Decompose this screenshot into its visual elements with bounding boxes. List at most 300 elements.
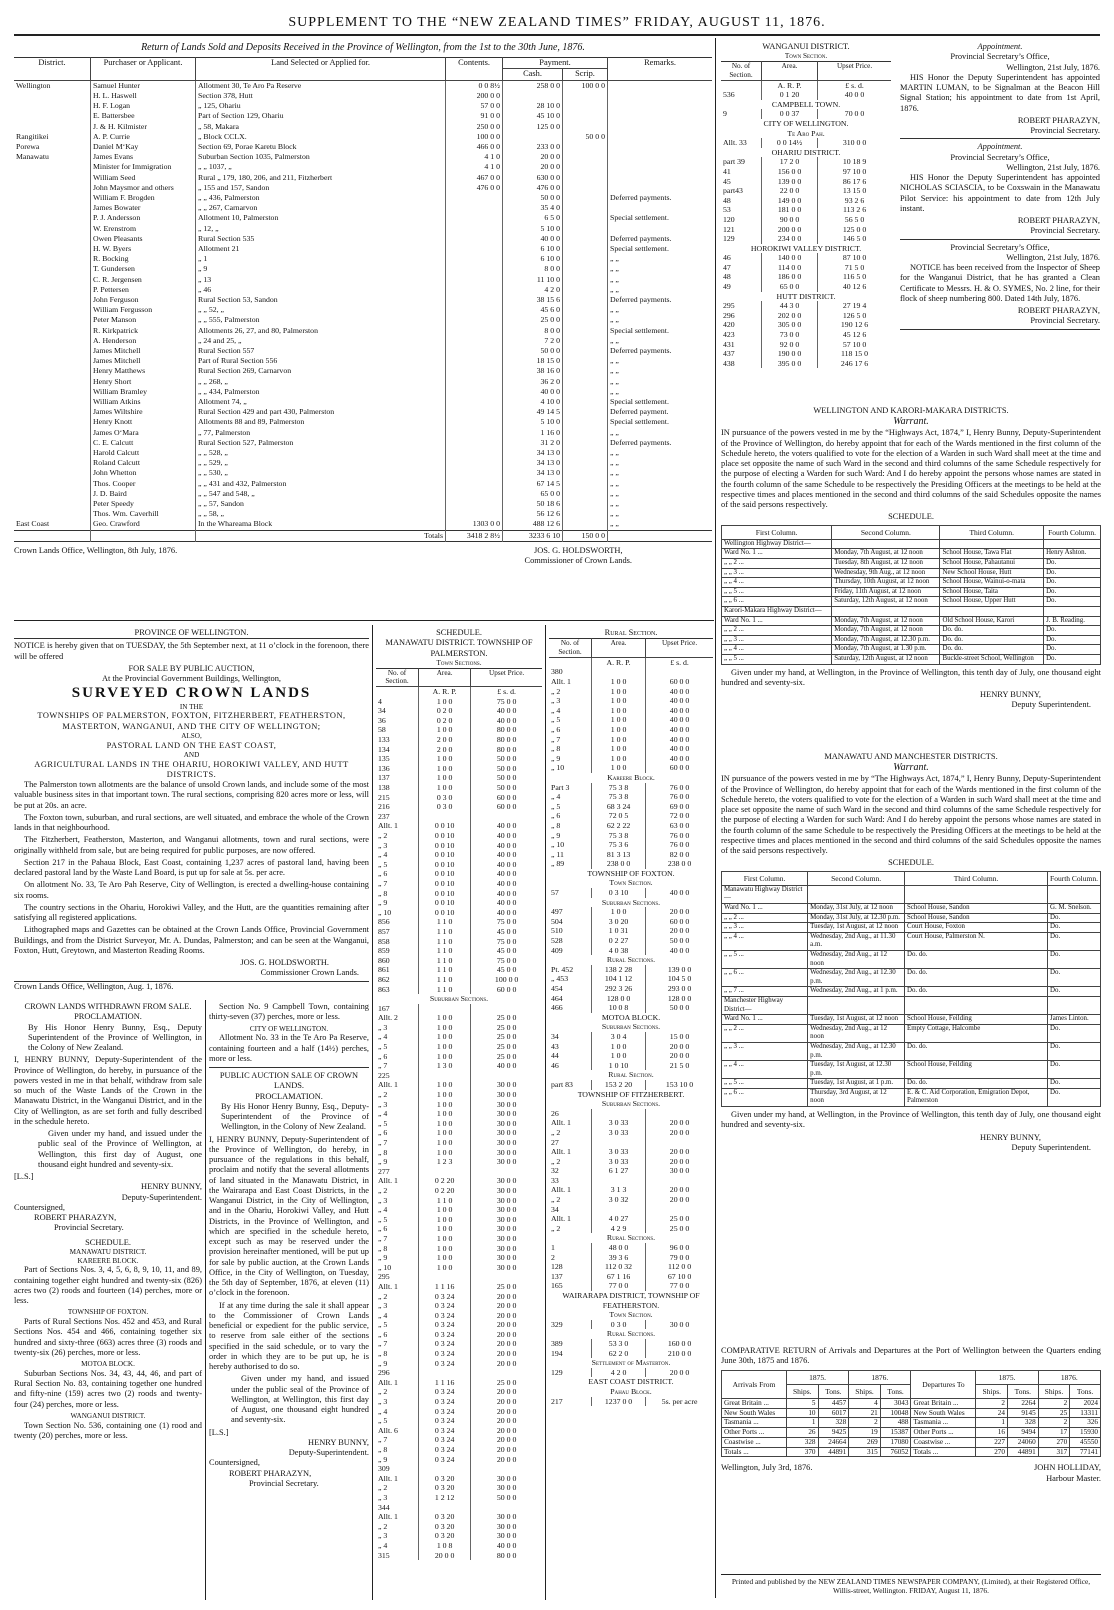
table-row	[376, 1311, 542, 1321]
table-cell	[14, 173, 91, 183]
comparative-cell: 26	[787, 1428, 819, 1438]
table-cell: 40 0 0	[471, 860, 542, 870]
table-cell: 34	[551, 1204, 559, 1214]
table-cell: Part of Rural Section 556	[196, 356, 446, 366]
schedule-row	[722, 568, 1101, 578]
table-cell	[14, 489, 91, 499]
table-cell	[446, 356, 503, 366]
table-cell: In the Whareama Block	[196, 519, 446, 530]
table-row	[549, 754, 713, 764]
table-cell: 2	[551, 1252, 555, 1262]
table-row	[14, 417, 712, 427]
table-row	[549, 792, 713, 802]
schedule-cell: Thursday, 3rd August, at 12 noon	[808, 1088, 905, 1106]
table-cell: 8 0 0	[503, 326, 563, 336]
table-cell: 25 0 0	[471, 1378, 542, 1388]
table-cell	[563, 91, 608, 101]
table-cell	[14, 193, 91, 203]
table-cell: 0 3 24	[419, 1416, 471, 1426]
table-cell: 100 0 0	[446, 132, 503, 142]
withdrawn-title: CROWN LANDS WITHDRAWN FROM SALE.	[24, 1002, 192, 1011]
schedule-row	[722, 923, 1101, 933]
table-row	[549, 1109, 713, 1119]
manawatu-given: Given under my hand, at Wellington, in the Province of Wellington, this tenth day of July, one thousand eight hundred and seventy-six.	[721, 1110, 1101, 1130]
table-cell: „ 453	[551, 974, 569, 984]
table-cell: 60 0 0	[471, 793, 542, 803]
table-cell: 1 0 0	[419, 1032, 471, 1042]
table-cell: 0 3 10	[592, 888, 646, 898]
table-cell: Manawatu	[16, 152, 49, 162]
comparative-row	[722, 1408, 1101, 1418]
comparative-title: COMPARATIVE RETURN of Arrivals and Departures at the Port of Wellington between the Quarters ending June 30th, 1875 and 1876.	[721, 1346, 1101, 1366]
table-cell	[563, 366, 608, 376]
table-cell	[592, 1205, 646, 1215]
schedule-cell: „ „ 2 ...	[722, 913, 808, 923]
table-row	[14, 336, 712, 346]
table-cell: 75 3 8	[592, 783, 646, 793]
schedule-cell: School House, Wainui-o-mata	[940, 578, 1044, 588]
table-cell: 20 0 0	[646, 1368, 713, 1378]
manawatu-body: IN pursuance of the powers vested in me by “The Highways Act, 1874,” I, Henry Bunny, Deputy-Superintendent of the Province of Wellington, do hereby appoint that for each of the Wards mentioned in the first column of the Schedule hereto, the voters qualified to vote for the election of a Warden in such Ward shall meet at the time and place set opposite the name of such Ward in the second and third columns of the same Schedule respectively for the purpose of electing a Warden for such Ward: And I do hereby appoint the persons whose names are stated in the fourth column of the same Schedule to be respectively the Presiding Officers at the meetings to be held at the respective times and places mentioned in the second and third columns of the said Schedules opposite the names of the said persons respectively.	[721, 774, 1101, 856]
table-cell	[563, 142, 608, 152]
table-cell	[471, 1503, 542, 1513]
table-cell: 20 0 0	[471, 1330, 542, 1340]
section-heading-row	[549, 1233, 713, 1243]
withdrawn-section	[14, 1002, 202, 1600]
schedule-row	[722, 932, 1101, 950]
table-cell: 40 0 0	[471, 831, 542, 841]
table-cell: 1 1 0	[419, 1196, 471, 1206]
section-heading: CAMPBELL TOWN.	[771, 99, 841, 109]
units: £ s. d.	[818, 80, 891, 90]
table-cell: 30 0 0	[471, 1253, 542, 1263]
schedule-cell: Do.	[1048, 932, 1101, 950]
table-cell: „ 3	[378, 1301, 388, 1311]
comparative-cell: 21	[849, 1408, 881, 1418]
table-cell: Deferred payment.	[608, 407, 713, 417]
table-cell: James Bowater	[91, 203, 196, 213]
table-cell: „ „	[608, 489, 713, 499]
table-cell: 1 0 0	[419, 1205, 471, 1215]
table-cell: Wellington	[16, 80, 51, 90]
table-row	[376, 1483, 542, 1493]
table-cell: 138 2 28	[592, 965, 646, 975]
table-cell: 4	[378, 696, 382, 706]
table-row	[376, 841, 542, 851]
table-cell: 26	[551, 1108, 559, 1118]
table-row	[376, 917, 542, 927]
auction-paragraph: The Palmerston town allotments are the balance of unsold Crown lands, and include some of the most valuable business sites in that important town. The rural sections, comprising 820 acres more or less, will be put at 20s. an acre.	[14, 780, 369, 810]
table-cell: 11 10 0	[503, 275, 563, 285]
table-cell: 138	[378, 783, 390, 793]
table-cell	[446, 407, 503, 417]
table-cell	[14, 275, 91, 285]
table-cell: Allt. 1	[378, 1281, 398, 1291]
table-row	[14, 183, 712, 193]
table-cell: 96 0 0	[646, 1243, 713, 1253]
section-heading: HOROKIWI VALLEY DISTRICT.	[750, 243, 862, 253]
table-cell: 40 0 0	[471, 898, 542, 908]
table-row	[376, 860, 542, 870]
schedule-row	[722, 635, 1101, 645]
auction-sign: JOS. G. HOLDSWORTH.	[240, 958, 329, 968]
table-cell: „ 46	[196, 285, 446, 295]
table-row	[376, 1032, 542, 1042]
table-row	[721, 349, 891, 359]
table-row	[14, 305, 712, 315]
table-cell	[471, 1464, 542, 1474]
table-cell: 118 15 0	[818, 349, 891, 359]
table-cell: „ 6	[551, 724, 561, 734]
schedule-row	[722, 616, 1101, 626]
table-row	[376, 773, 542, 783]
table-cell: „ „ 530, „	[196, 468, 446, 478]
withdrawn-motoa: MOTOA BLOCK.	[81, 1360, 135, 1369]
comparative-row	[722, 1418, 1101, 1428]
table-cell: 1 1 0	[419, 956, 471, 966]
table-cell	[563, 224, 608, 234]
table-cell: „ „	[608, 377, 713, 387]
schedule-cell: Karori-Makara Highway District—	[722, 606, 832, 616]
table-cell: 0 3 24	[419, 1311, 471, 1321]
table-cell: Rural Section 429 and part 430, Palmerston	[196, 407, 446, 417]
table-cell: 0 0 10	[419, 850, 471, 860]
table-cell: „ 4	[551, 705, 561, 715]
schedule-cell: „ „ 6 ...	[722, 969, 808, 987]
table-cell: 510	[551, 926, 563, 936]
schedule-row	[722, 1042, 1101, 1060]
table-cell: 296	[723, 310, 735, 320]
table-cell: J. & H. Kilmister	[91, 122, 196, 132]
table-cell: 329	[551, 1319, 563, 1329]
table-cell: 0 0 8½	[446, 80, 503, 91]
table-cell: 40 0 0	[471, 869, 542, 879]
schedule-cell: Ward No. 1 ...	[722, 616, 832, 626]
schedule-row	[722, 950, 1101, 968]
table-cell: 45 10 0	[503, 111, 563, 121]
table-cell: 1 0 0	[419, 1263, 471, 1273]
table-cell: 0 3 20	[419, 1474, 471, 1484]
table-cell: 476 0 0	[503, 183, 563, 193]
table-cell	[563, 448, 608, 458]
schedule-cell: „ „ 3 ...	[722, 923, 808, 933]
table-cell: 862	[378, 974, 390, 984]
table-cell: 225	[378, 1070, 390, 1080]
karori-sign: HENRY BUNNY,	[980, 690, 1041, 700]
comparative-cell: 17080	[880, 1437, 911, 1447]
karori-schedule-title: SCHEDULE.	[888, 512, 934, 522]
section-heading: MOTOA BLOCK.	[601, 1012, 661, 1022]
table-row	[549, 706, 713, 716]
table-row	[376, 1397, 542, 1407]
col-remarks: Remarks.	[644, 58, 676, 68]
table-cell: 57 10 0	[818, 340, 891, 350]
withdrawn-wanganui: WANGANUI DISTRICT.	[70, 1411, 146, 1420]
table-cell: Owen Pleasants	[91, 234, 196, 244]
table-cell: 1 0 0	[419, 1138, 471, 1148]
table-row	[376, 764, 542, 774]
manawatu-warrant	[721, 752, 1101, 1152]
table-cell: 67 1 16	[592, 1272, 646, 1282]
table-cell	[14, 305, 91, 315]
comparative-cell: 328	[818, 1418, 849, 1428]
table-row	[721, 234, 891, 244]
table-cell: 0 2 0	[419, 706, 471, 716]
table-cell: 0 1 20	[762, 90, 818, 100]
table-row	[549, 1224, 713, 1234]
table-cell: 40 0 0	[646, 706, 713, 716]
auction-in-the: IN THE	[179, 702, 204, 711]
table-cell	[14, 203, 91, 213]
table-row	[14, 315, 712, 325]
schedule-cell	[832, 606, 940, 616]
table-row	[376, 1128, 542, 1138]
table-row	[376, 1100, 542, 1110]
table-cell: 62 2 22	[592, 821, 646, 831]
table-cell: 30 0 0	[471, 1522, 542, 1532]
table-cell: 30 0 0	[471, 1090, 542, 1100]
schedule-cell: Empty Cottage, Halcombe	[904, 1024, 1047, 1042]
table-cell	[14, 438, 91, 448]
table-cell: 1 16 0	[503, 428, 563, 438]
table-cell: 856	[378, 917, 390, 927]
table-cell: 44 3 0	[762, 301, 818, 311]
table-cell: 210 0 0	[646, 1349, 713, 1359]
table-cell: 4 2 0	[503, 285, 563, 295]
table-cell: 46	[723, 253, 731, 263]
table-cell: 18 15 0	[503, 356, 563, 366]
comparative-cell: 17	[1038, 1428, 1070, 1438]
table-cell: 75 0 0	[471, 937, 542, 947]
table-cell: „ „	[608, 448, 713, 458]
table-cell	[446, 509, 503, 519]
table-cell: P. Pettersen	[91, 285, 196, 295]
table-cell	[446, 234, 503, 244]
table-cell: 234 0 0	[762, 234, 818, 244]
table-cell	[608, 132, 713, 142]
table-cell: 40 0 0	[646, 725, 713, 735]
table-cell: 153 10 0	[646, 1080, 713, 1090]
table-cell: „ 7	[551, 734, 561, 744]
table-cell: 49 14 5	[503, 407, 563, 417]
table-row	[549, 1042, 713, 1052]
table-cell	[563, 162, 608, 172]
table-cell: „ 7	[378, 1435, 388, 1445]
pa-body2: If at any time during the sale it shall appear to the Commissioner of Crown Lands beneficial or expedient for the public service, to reserve from sale either of the sections specified in the said schedule, or to vary the order in which they are to be put up, he is hereby authorised to do so.	[209, 1300, 369, 1372]
schedule-cell: School House, Upper Hutt	[940, 597, 1044, 607]
table-cell	[563, 203, 608, 213]
table-cell: „ 24 and 25, „	[196, 336, 446, 346]
table-row	[14, 438, 712, 448]
table-cell	[563, 387, 608, 397]
table-cell: Samuel Hunter	[91, 80, 196, 91]
section-heading-row	[549, 1099, 713, 1109]
schedule-cell: Monday, 7th August, at 12.30 p.m.	[832, 635, 940, 645]
section-heading: Kareere Block.	[607, 772, 655, 782]
auction-sign-title: Commissioner Crown Lands.	[260, 968, 359, 978]
schedule-col-header: First Column.	[722, 525, 832, 539]
table-cell: 1 1 16	[419, 1282, 471, 1292]
table-cell: 258 0 0	[503, 80, 563, 91]
comparative-sign-title: Harbour Master.	[1046, 1473, 1101, 1483]
table-cell: 112 0 32	[592, 1262, 646, 1272]
table-cell: 104 1 12	[592, 974, 646, 984]
column-rule	[715, 38, 716, 1598]
schedule-row	[722, 606, 1101, 616]
table-row	[376, 1148, 542, 1158]
table-cell: 1 0 0	[592, 763, 646, 773]
comparative-cell: Great Britain ...	[722, 1398, 787, 1408]
table-cell: „ 12, „	[196, 224, 446, 234]
table-cell: 200 0 0	[762, 225, 818, 235]
table-cell: 10 0 8	[592, 1003, 646, 1013]
schedule-cell: Tuesday, 1st August, at 12.30 p.m.	[808, 1061, 905, 1079]
table-cell: 90 0 0	[762, 215, 818, 225]
table-row	[376, 1215, 542, 1225]
sched-title: SCHEDULE.	[436, 628, 482, 637]
table-row	[376, 1157, 542, 1167]
table-cell: 1 0 0	[419, 1128, 471, 1138]
table-cell: 40 0 0	[646, 687, 713, 697]
table-cell: „ 6	[551, 811, 561, 821]
table-cell	[14, 366, 91, 376]
column-rule	[205, 1000, 206, 1600]
table-row	[376, 1023, 542, 1033]
auction-intro: NOTICE is hereby given that on TUESDAY, the 5th September next, at 11 o’clock in the forenoon, there will be offered	[14, 641, 369, 661]
schedule-cell: Do.	[1048, 923, 1101, 933]
table-row	[376, 937, 542, 947]
comparative-cell: 326	[1070, 1418, 1101, 1428]
table-cell	[446, 489, 503, 499]
table-cell	[446, 203, 503, 213]
rural-title: Rural Section.	[604, 628, 658, 637]
table-cell: 32	[551, 1166, 559, 1176]
table-cell	[419, 1503, 471, 1513]
table-cell: Allt. 1	[378, 1377, 398, 1387]
table-cell: „ „ 268, „	[196, 377, 446, 387]
table-row	[549, 936, 713, 946]
comparative-cell: 227	[976, 1437, 1008, 1447]
table-cell: 28 10 0	[503, 101, 563, 111]
table-cell: 63 0 0	[646, 821, 713, 831]
table-cell: „ „ 529, „	[196, 458, 446, 468]
table-cell	[563, 275, 608, 285]
table-row	[549, 1397, 713, 1407]
pa-ls: [L.S.]	[209, 1427, 229, 1437]
table-cell: 20 0 0	[646, 1128, 713, 1138]
table-cell: „ „ 434, Palmerston	[196, 387, 446, 397]
table-cell: 60 0 0	[646, 677, 713, 687]
table-row	[549, 735, 713, 745]
table-cell: „ „	[608, 356, 713, 366]
table-cell	[14, 234, 91, 244]
table-cell: 3 0 33	[592, 1157, 646, 1167]
schedule-cell: „ „ 5 ...	[722, 1079, 808, 1089]
schedule-cell: Wednesday, 2nd Aug., at 11.30 a.m.	[808, 932, 905, 950]
table-cell: 1 3 0	[419, 1061, 471, 1071]
table-cell: 113 2 6	[818, 205, 891, 215]
table-cell: „ 5	[378, 1320, 388, 1330]
schedule-row	[722, 987, 1101, 997]
table-cell: 233 0 0	[503, 142, 563, 152]
appointment-body: NOTICE has been received from the Inspector of Sheep for the Wanganui District, that he has granted a Clean Certificate to Messrs. H. & O. SYMES, No. 2 line, for their flock of sheep numbering 800. Dated 14th July, 1876.	[900, 263, 1100, 303]
table-cell: „ „ 528, „	[196, 448, 446, 458]
table-cell: 146 5 0	[818, 234, 891, 244]
table-cell: 139 0 0	[646, 965, 713, 975]
table-row	[549, 1349, 713, 1359]
table-row	[549, 1262, 713, 1272]
section-heading-row	[549, 878, 713, 888]
table-cell	[646, 1109, 713, 1119]
table-cell: 389	[551, 1338, 563, 1348]
table-cell: 149 0 0	[762, 196, 818, 206]
table-cell: 45	[723, 176, 731, 186]
table-cell	[376, 687, 419, 697]
table-cell	[446, 377, 503, 387]
table-cell: „ 2	[551, 1156, 561, 1166]
table-row	[14, 397, 712, 407]
section-heading-row	[549, 1377, 713, 1387]
table-cell: „ „ 58, „	[196, 509, 446, 519]
table-cell	[592, 667, 646, 677]
returns-title: Return of Lands Sold and Deposits Received in the Province of Wellington, from the 1st to the 30th June, 1876.	[141, 42, 585, 53]
table-cell: 0 0 10	[419, 908, 471, 918]
table-cell: 238 0 0	[592, 859, 646, 869]
table-cell	[608, 142, 713, 152]
table-cell: 75 3 8	[592, 831, 646, 841]
table-cell: 30 0 0	[471, 1196, 542, 1206]
table-cell: 77 0 0	[646, 1281, 713, 1291]
table-cell: 293 0 0	[646, 984, 713, 994]
table-cell	[14, 162, 91, 172]
table-cell: 60 0 0	[646, 763, 713, 773]
units: £ s. d.	[471, 687, 542, 697]
table-cell: 315	[378, 1550, 390, 1560]
table-cell: 27	[551, 1137, 559, 1147]
table-cell: 40 0 0	[646, 715, 713, 725]
table-cell: Section 378, Hutt	[196, 91, 446, 101]
table-cell: 75 3 8	[592, 792, 646, 802]
table-cell: 0 0 10	[419, 898, 471, 908]
table-row	[721, 340, 891, 350]
table-row	[376, 1359, 542, 1369]
table-row	[376, 1263, 542, 1273]
table-cell: „ 7	[378, 1233, 388, 1243]
table-cell	[563, 254, 608, 264]
table-cell: „ 4	[378, 1310, 388, 1320]
table-cell: 467 0 0	[446, 173, 503, 183]
table-row	[549, 1138, 713, 1148]
comparative-cell: 45550	[1070, 1437, 1101, 1447]
schedule-row	[722, 578, 1101, 588]
table-row	[549, 831, 713, 841]
table-cell: 1 0 0	[419, 1224, 471, 1234]
schedule-cell: Monday, 7th August, at 12 noon	[832, 626, 940, 636]
table-cell: 46	[551, 1060, 559, 1070]
comparative-row	[722, 1447, 1101, 1457]
table-cell: 30 0 0	[471, 1109, 542, 1119]
sched-sub2: Town Sections.	[436, 658, 482, 667]
pa-sign: HENRY BUNNY,	[308, 1437, 369, 1447]
manawatu-sign-title: Deputy Superintendent.	[1011, 1142, 1091, 1152]
table-cell: 45 0 0	[471, 927, 542, 937]
table-cell: Allt. 1	[378, 1512, 398, 1522]
table-row	[14, 377, 712, 387]
table-cell: 128 0 0	[592, 994, 646, 1004]
comparative-cell: 2	[1038, 1418, 1070, 1428]
table-cell	[14, 387, 91, 397]
comparative-cell: 269	[849, 1437, 881, 1447]
